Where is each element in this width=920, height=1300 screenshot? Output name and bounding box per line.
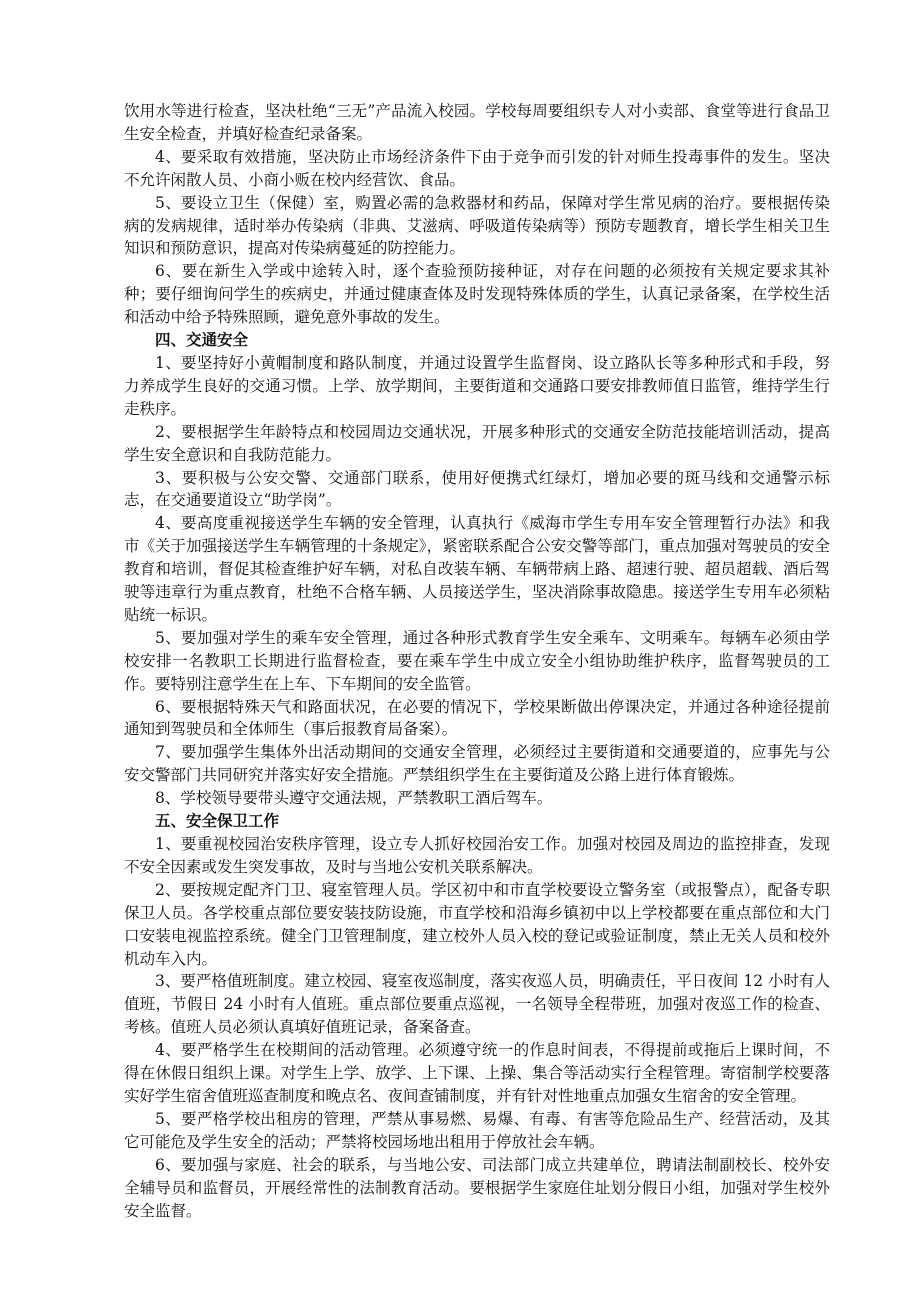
paragraph: 6、要加强与家庭、社会的联系，与当地公安、司法部门成立共建单位，聘请法制副校长、校外安全辅导员和监督员，开展经常性的法制教育活动。要根据学生家庭住址划分假日小组，加强对学生校外安全监督。: [124, 1155, 830, 1220]
section-heading: 四、交通安全: [155, 330, 249, 350]
paragraph: 1、要坚持好小黄帽制度和路队制度，并通过设置学生监督岗、设立路队长等多种形式和手段，努力养成学生良好的交通习惯。上学、放学期间，主要街道和交通路口要安排教师值日监管，维持学生行走秩序。: [124, 353, 830, 418]
paragraph: 1、要重视校园治安秩序管理，设立专人抓好校园治安工作。加强对校园及周边的监控排查，发现不安全因素或发生突发事故，及时与当地公安机关联系解决。: [124, 835, 830, 876]
paragraph-continuation: 饮用水等进行检查，坚决杜绝“三无”产品流入校园。学校每周要组织专人对小卖部、食堂等进行食品卫生安全检查，并填好检查纪录备案。: [124, 102, 830, 143]
paragraph: 4、要采取有效措施，坚决防止市场经济条件下由于竞争而引发的针对师生投毒事件的发生。坚决不允许闲散人员、小商小贩在校内经营饮、食品。: [124, 147, 830, 189]
paragraph: 3、要积极与公安交警、交通部门联系，使用好便携式红绿灯，增加必要的斑马线和交通警示标志，在交通要道设立“助学岗”。: [124, 468, 830, 510]
document-body: [124, 100, 830, 1222]
paragraph: 8、学校领导要带头遵守交通法规，严禁教职工酒后驾车。: [155, 789, 553, 808]
paragraph: 5、要设立卫生（保健）室，购置必需的急救器材和药品，保障对学生常见病的治疗。要根据传染病的发病规律，适时举办传染病（非典、艾滋病、呼吸道传染病等）预防专题教育，增长学生相关卫生知识和预防意识，提高对传染病蔓延的防控能力。: [124, 193, 830, 258]
paragraph: 4、要高度重视接送学生车辆的安全管理，认真执行《威海市学生专用车安全管理暂行办法》和我市《关于加强接送学生车辆管理的十条规定》，紧密联系配合公安交警等部门，重点加强对驾驶员的安全教育和培训，督促其检查维护好车辆，对私自改装车辆、车辆带病上路、超速行驶、超员超载、酒后驾驶等违章行为重点教育，杜绝不合格车辆、人员接送学生，坚决消除事故隐患。接送学生专用车必须粘贴统一标识。: [124, 514, 830, 624]
paragraph: 6、要根据特殊天气和路面状况，在必要的情况下，学校果断做出停课决定，并通过各种途径提前通知到驾驶员和全体师生（事后报教育局备案）。: [124, 697, 830, 739]
paragraph: 2、要按规定配齐门卫、寝室管理人员。学区初中和市直学校要设立警务室（或报警点），配备专职保卫人员。各学校重点部位要安装技防设施，市直学校和沿海乡镇初中以上学校都要在重点部位和大门口安装电视监控系统。健全门卫管理制度，建立校外人员入校的登记或验证制度，禁止无关人员和校外机动车入内。: [124, 880, 830, 968]
paragraph: 5、要加强对学生的乘车安全管理，通过各种形式教育学生安全乘车、文明乘车。每辆车必须由学校安排一名教职工长期进行监督检查，要在乘车学生中成立安全小组协助维护秩序，监督驾驶员的工作。要特别注意学生在上车、下车期间的安全监管。: [124, 628, 830, 693]
paragraph: 4、要严格学生在校期间的活动管理。必须遵守统一的作息时间表，不得提前或拖后上课时间，不得在休假日组织上课。对学生上学、放学、上下课、上操、集合等活动实行全程管理。寄宿制学校要落实好学生宿舍值班巡查制度和晚点名、夜间查铺制度，并有针对性地重点加强女生宿舍的安全管理。: [124, 1041, 830, 1105]
paragraph: 3、要严格值班制度。建立校园、寝室夜巡制度，落实夜巡人员，明确责任，平日夜间 12 小时有人值班，节假日 24 小时有人值班。重点部位要重点巡视，一名领导全程带班，加强对夜巡工作的检查、考核。值班人员必须认真填好值班记录，备案备查。: [124, 972, 830, 1037]
paragraph: 5、要严格学校出租房的管理，严禁从事易燃、易爆、有毒、有害等危险品生产、经营活动，及其它可能危及学生安全的活动；严禁将校园场地出租用于停放社会车辆。: [124, 1109, 830, 1151]
paragraph: 6、要在新生入学或中途转入时，逐个查验预防接种证，对存在问题的必须按有关规定要求其补种；要仔细询问学生的疾病史，并通过健康查体及时发现特殊体质的学生，认真记录备案，在学校生活和活动中给予特殊照顾，避免意外事故的发生。: [124, 262, 830, 327]
section-heading: 五、安全保卫工作: [155, 811, 280, 831]
paragraph: 2、要根据学生年龄特点和校园周边交通状况，开展多种形式的交通安全防范技能培训活动，提高学生安全意识和自我防范能力。: [124, 422, 830, 464]
paragraph: 7、要加强学生集体外出活动期间的交通安全管理，必须经过主要街道和交通要道的，应事先与公安交警部门共同研究并落实好安全措施。严禁组织学生在主要街道及公路上进行体育锻炼。: [124, 743, 830, 785]
